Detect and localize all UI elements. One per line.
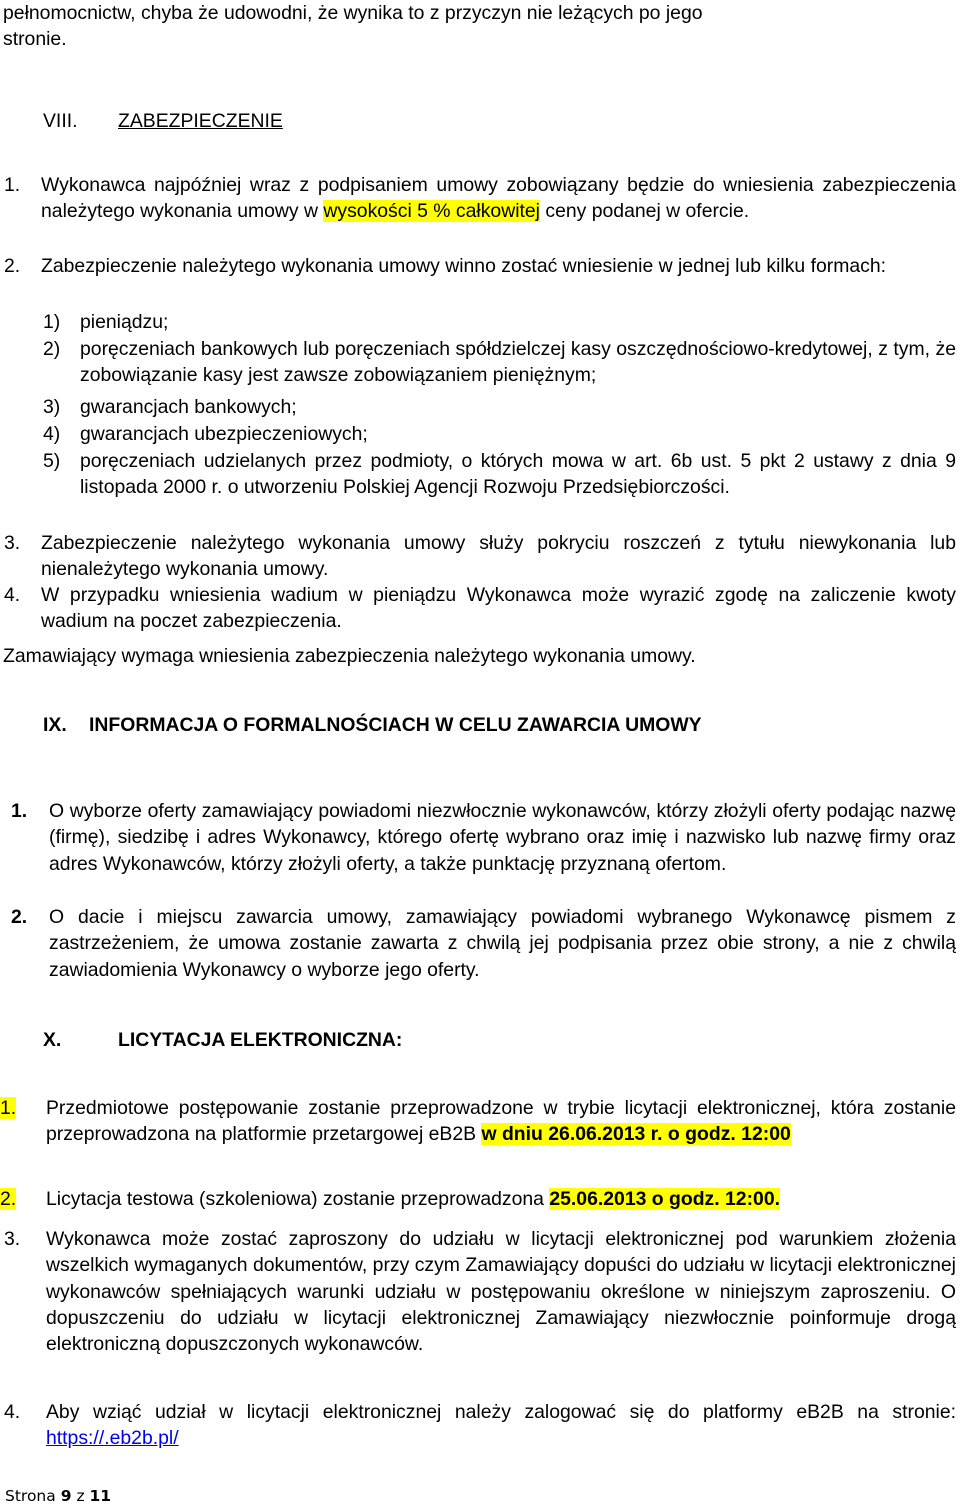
section-10-number: X.	[43, 1029, 62, 1051]
s8-sub-1-number: 1)	[43, 311, 61, 333]
intro-line-2: stronie.	[3, 28, 67, 50]
s8-item-2-text: Zabezpieczenie należytego wykonania umowy winno zostać wniesienie w jednej lub kilku formach:	[41, 255, 887, 277]
s8-sub-3-text: gwarancjach bankowych;	[80, 396, 297, 418]
s10-test-date: 25.06.2013 o godz. 12:00.	[549, 1188, 780, 1210]
eb2b-link[interactable]: https://.eb2b.pl/	[46, 1427, 179, 1450]
page-footer: Strona 9 z 11	[5, 1487, 112, 1505]
section-8-title: ZABEZPIECZENIE	[118, 110, 283, 132]
s10-auction-date: w dniu 26.06.2013 r. o godz. 12:00	[481, 1123, 791, 1146]
s10-item-3-number: 3.	[4, 1228, 21, 1250]
s10-item-1-text: Przedmiotowe postępowanie zostanie przeprowadzone w trybie licytacji elektronicznej, która zostanie przeprowadzona na platformie przetargowej eB2B w dniu 26.06.2013 r. o godz. 12:00	[46, 1097, 956, 1146]
total-pages: 11	[89, 1487, 112, 1505]
s10-item-4-text: Aby wziąć udział w licytacji elektronicznej należy zalogować się do platformy eB2B na stronie: https://.eb2b.pl/	[46, 1401, 956, 1450]
section-9-title: INFORMACJA O FORMALNOŚCIACH W CELU ZAWARCIA UMOWY	[89, 714, 702, 736]
s8-item-3-text: Zabezpieczenie należytego wykonania umowy służy pokryciu roszczeń z tytułu niewykonania lub nienależytego wykonania umowy.	[41, 532, 956, 581]
s8-sub-3-number: 3)	[43, 396, 61, 418]
s10-item-4-number: 4.	[4, 1401, 21, 1423]
s9-item-2-number: 2.	[11, 906, 28, 928]
s9-item-1-text: O wyborze oferty zamawiający powiadomi niezwłocznie wykonawców, którzy złożyli oferty podając nazwę (firmę), siedzibę i adres Wykonawcy, którego ofertę wybrano oraz imię i nazwisko lub nazwę firmy oraz adres Wykonawców, którzy złożyli oferty, a także punktację przyznaną ofertom.	[49, 800, 956, 875]
intro-line-1: pełnomocnictw, chyba że udowodni, że wynika to z przyczyn nie leżących po jego	[3, 2, 703, 24]
s10-item-3-text: Wykonawca może zostać zaproszony do udziału w licytacji elektronicznej pod warunkiem złożenia wszelkich wymaganych dokumentów, przy czym Zamawiający dopuści do udziału w licytacji elektronicznej wykonawców spełniających warunki udziału w postępowaniu określone w niniejszym zaproszeniu. O dopuszczeniu do udziału w licytacji elektronicznej Zamawiający niezwłocznie poinformuje drogą elektroniczną dopuszczonych wykonawców.	[46, 1228, 956, 1356]
s8-sub-5-number: 5)	[43, 450, 61, 472]
s8-item-3-number: 3.	[4, 532, 21, 554]
s8-item-4-text: W przypadku wniesienia wadium w pieniądzu Wykonawca może wyrazić zgodę na zaliczenie kwoty wadium na poczet zabezpieczenia.	[41, 584, 956, 633]
s10-item-1-number: 1.	[0, 1097, 17, 1119]
s8-sub-4-number: 4)	[43, 423, 61, 445]
s8-highlight: wysokości 5 % całkowitej	[323, 200, 540, 223]
s10-item-2-number: 2.	[0, 1188, 17, 1210]
s10-item-2-text: Licytacja testowa (szkoleniowa) zostanie przeprowadzona 25.06.2013 o godz. 12:00.	[46, 1188, 780, 1210]
current-page: 9	[60, 1487, 72, 1505]
s8-sub-2-text: poręczeniach bankowych lub poręczeniach spółdzielczej kasy oszczędnościowo-kredytowej, z tym, że zobowiązanie kasy jest zawsze zobowiązaniem pieniężnym;	[80, 338, 956, 387]
s8-sub-2-number: 2)	[43, 338, 61, 360]
s8-sub-5-text: poręczeniach udzielanych przez podmioty, o których mowa w art. 6b ust. 5 pkt 2 ustawy z dnia 9 listopada 2000 r. o utworzeniu Polskiej Agencji Rozwoju Przedsiębiorczości.	[80, 450, 956, 499]
s9-item-1-number: 1.	[11, 800, 28, 822]
s8-item-1-text: Wykonawca najpóźniej wraz z podpisaniem umowy zobowiązany będzie do wniesienia zabezpieczenia należytego wykonania umowy w wysokości 5 % całkowitej ceny podanej w ofercie.	[41, 174, 956, 223]
section-9-number: IX.	[43, 714, 67, 736]
s8-sub-1-text: pieniądzu;	[80, 311, 169, 333]
s8-item-2-number: 2.	[4, 255, 21, 277]
s8-item-1-number: 1.	[4, 174, 21, 196]
s8-item-4-number: 4.	[4, 584, 21, 606]
s8-closing-text: Zamawiający wymaga wniesienia zabezpieczenia należytego wykonania umowy.	[3, 645, 696, 667]
s8-sub-4-text: gwarancjach ubezpieczeniowych;	[80, 423, 368, 445]
s9-item-2-text: O dacie i miejscu zawarcia umowy, zamawiający powiadomi wybranego Wykonawcę pismem z zastrzeżeniem, że umowa zostanie zawarta z chwilą jej podpisania przez obie strony, a nie z chwilą zawiadomienia Wykonawcy o wyborze jego oferty.	[49, 906, 956, 981]
section-10-title: LICYTACJA ELEKTRONICZNA:	[118, 1029, 403, 1051]
section-8-number: VIII.	[43, 110, 78, 132]
